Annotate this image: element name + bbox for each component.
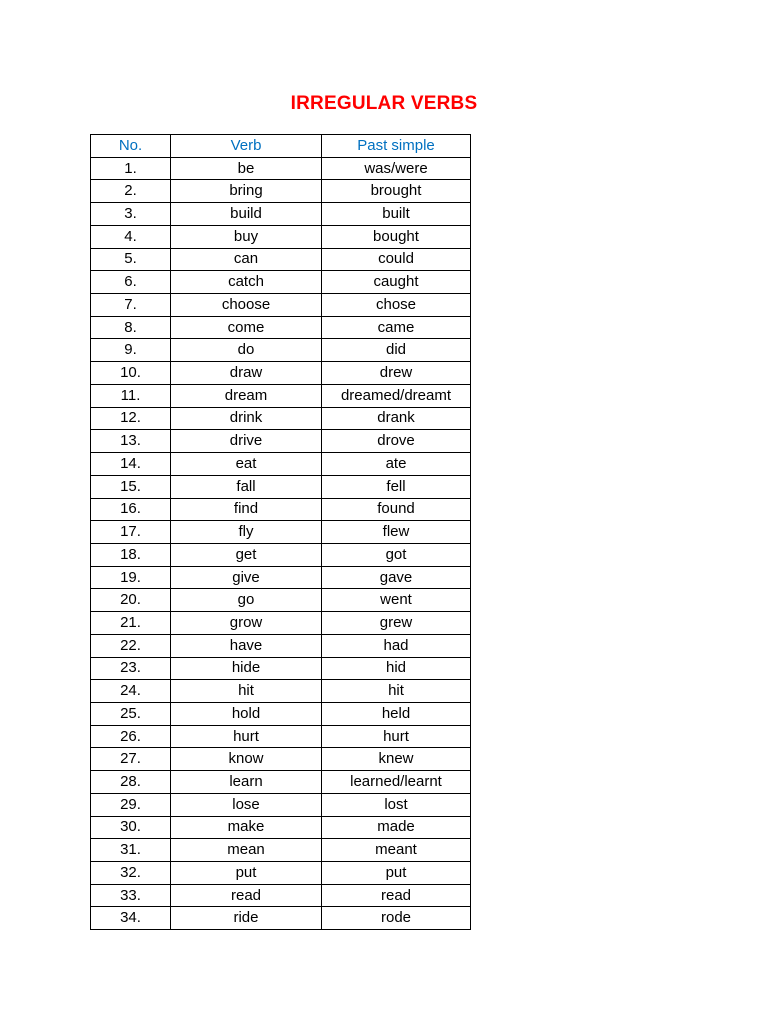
- cell-verb: hold: [171, 702, 322, 725]
- cell-number: 23.: [91, 657, 171, 680]
- cell-number: 12.: [91, 407, 171, 430]
- table-row: [91, 657, 471, 680]
- cell-past-simple: held: [322, 702, 471, 725]
- cell-past-simple: found: [322, 498, 471, 521]
- cell-past-simple: brought: [322, 180, 471, 203]
- cell-verb: come: [171, 316, 322, 339]
- cell-verb: hide: [171, 657, 322, 680]
- cell-number: 31.: [91, 839, 171, 862]
- table-row: [91, 907, 471, 930]
- cell-past-simple: lost: [322, 793, 471, 816]
- cell-past-simple: got: [322, 543, 471, 566]
- cell-past-simple: ate: [322, 453, 471, 476]
- cell-past-simple: made: [322, 816, 471, 839]
- table-row: [91, 203, 471, 226]
- cell-verb: drink: [171, 407, 322, 430]
- cell-verb: make: [171, 816, 322, 839]
- cell-verb: do: [171, 339, 322, 362]
- cell-past-simple: came: [322, 316, 471, 339]
- table-row: [91, 680, 471, 703]
- cell-verb: learn: [171, 771, 322, 794]
- cell-past-simple: went: [322, 589, 471, 612]
- cell-verb: have: [171, 634, 322, 657]
- table-row: [91, 180, 471, 203]
- table-row: [91, 612, 471, 635]
- table-row: [91, 225, 471, 248]
- table-row: [91, 294, 471, 317]
- table-row: [91, 498, 471, 521]
- table-row: [91, 430, 471, 453]
- cell-number: 3.: [91, 203, 171, 226]
- cell-number: 6.: [91, 271, 171, 294]
- cell-past-simple: was/were: [322, 157, 471, 180]
- cell-verb: build: [171, 203, 322, 226]
- table-row: [91, 748, 471, 771]
- table-row: [91, 543, 471, 566]
- cell-verb: buy: [171, 225, 322, 248]
- cell-past-simple: had: [322, 634, 471, 657]
- cell-verb: choose: [171, 294, 322, 317]
- cell-verb: fall: [171, 475, 322, 498]
- cell-past-simple: chose: [322, 294, 471, 317]
- cell-verb: eat: [171, 453, 322, 476]
- header-row: [91, 135, 471, 158]
- cell-past-simple: hit: [322, 680, 471, 703]
- cell-verb: find: [171, 498, 322, 521]
- table-row: [91, 157, 471, 180]
- cell-number: 10.: [91, 362, 171, 385]
- table-row: [91, 271, 471, 294]
- irregular-verbs-table: [90, 134, 471, 930]
- cell-number: 24.: [91, 680, 171, 703]
- cell-number: 32.: [91, 862, 171, 885]
- cell-past-simple: hurt: [322, 725, 471, 748]
- cell-past-simple: built: [322, 203, 471, 226]
- cell-number: 2.: [91, 180, 171, 203]
- cell-number: 5.: [91, 248, 171, 271]
- cell-number: 25.: [91, 702, 171, 725]
- table-row: [91, 816, 471, 839]
- cell-number: 22.: [91, 634, 171, 657]
- table-row: [91, 884, 471, 907]
- cell-verb: hurt: [171, 725, 322, 748]
- cell-number: 1.: [91, 157, 171, 180]
- table-row: [91, 566, 471, 589]
- table-header: [91, 135, 471, 158]
- cell-past-simple: knew: [322, 748, 471, 771]
- cell-verb: hit: [171, 680, 322, 703]
- cell-verb: drive: [171, 430, 322, 453]
- cell-verb: dream: [171, 384, 322, 407]
- cell-past-simple: meant: [322, 839, 471, 862]
- cell-number: 33.: [91, 884, 171, 907]
- cell-number: 27.: [91, 748, 171, 771]
- cell-past-simple: drew: [322, 362, 471, 385]
- cell-verb: catch: [171, 271, 322, 294]
- cell-past-simple: learned/learnt: [322, 771, 471, 794]
- cell-number: 19.: [91, 566, 171, 589]
- cell-verb: read: [171, 884, 322, 907]
- table-row: [91, 407, 471, 430]
- table-body: [91, 157, 471, 929]
- cell-past-simple: gave: [322, 566, 471, 589]
- cell-number: 8.: [91, 316, 171, 339]
- cell-number: 34.: [91, 907, 171, 930]
- cell-number: 14.: [91, 453, 171, 476]
- cell-past-simple: drank: [322, 407, 471, 430]
- page-title: IRREGULAR VERBS: [290, 93, 478, 114]
- cell-past-simple: fell: [322, 475, 471, 498]
- table-row: [91, 793, 471, 816]
- cell-verb: can: [171, 248, 322, 271]
- cell-number: 26.: [91, 725, 171, 748]
- cell-past-simple: caught: [322, 271, 471, 294]
- table-row: [91, 725, 471, 748]
- cell-past-simple: hid: [322, 657, 471, 680]
- cell-verb: ride: [171, 907, 322, 930]
- cell-number: 15.: [91, 475, 171, 498]
- cell-past-simple: dreamed/dreamt: [322, 384, 471, 407]
- cell-number: 29.: [91, 793, 171, 816]
- table-row: [91, 771, 471, 794]
- cell-past-simple: bought: [322, 225, 471, 248]
- cell-past-simple: put: [322, 862, 471, 885]
- table-row: [91, 634, 471, 657]
- cell-verb: give: [171, 566, 322, 589]
- cell-past-simple: grew: [322, 612, 471, 635]
- cell-number: 16.: [91, 498, 171, 521]
- cell-past-simple: rode: [322, 907, 471, 930]
- cell-number: 4.: [91, 225, 171, 248]
- cell-number: 11.: [91, 384, 171, 407]
- cell-number: 20.: [91, 589, 171, 612]
- cell-number: 7.: [91, 294, 171, 317]
- table-row: [91, 453, 471, 476]
- cell-verb: grow: [171, 612, 322, 635]
- cell-verb: know: [171, 748, 322, 771]
- cell-past-simple: read: [322, 884, 471, 907]
- cell-past-simple: could: [322, 248, 471, 271]
- cell-past-simple: drove: [322, 430, 471, 453]
- cell-verb: put: [171, 862, 322, 885]
- header-number: No.: [91, 135, 171, 158]
- cell-verb: fly: [171, 521, 322, 544]
- cell-verb: go: [171, 589, 322, 612]
- cell-verb: lose: [171, 793, 322, 816]
- cell-number: 21.: [91, 612, 171, 635]
- cell-number: 17.: [91, 521, 171, 544]
- cell-verb: be: [171, 157, 322, 180]
- header-verb: Verb: [171, 135, 322, 158]
- cell-verb: bring: [171, 180, 322, 203]
- cell-number: 30.: [91, 816, 171, 839]
- header-past-simple: Past simple: [322, 135, 471, 158]
- table-row: [91, 362, 471, 385]
- cell-number: 28.: [91, 771, 171, 794]
- cell-number: 9.: [91, 339, 171, 362]
- cell-past-simple: did: [322, 339, 471, 362]
- table-row: [91, 384, 471, 407]
- table-row: [91, 248, 471, 271]
- table-row: [91, 862, 471, 885]
- table-row: [91, 521, 471, 544]
- cell-number: 13.: [91, 430, 171, 453]
- cell-verb: mean: [171, 839, 322, 862]
- table-row: [91, 702, 471, 725]
- cell-number: 18.: [91, 543, 171, 566]
- table-row: [91, 316, 471, 339]
- table-row: [91, 839, 471, 862]
- cell-verb: draw: [171, 362, 322, 385]
- table-row: [91, 475, 471, 498]
- table-row: [91, 589, 471, 612]
- table-row: [91, 339, 471, 362]
- cell-past-simple: flew: [322, 521, 471, 544]
- cell-verb: get: [171, 543, 322, 566]
